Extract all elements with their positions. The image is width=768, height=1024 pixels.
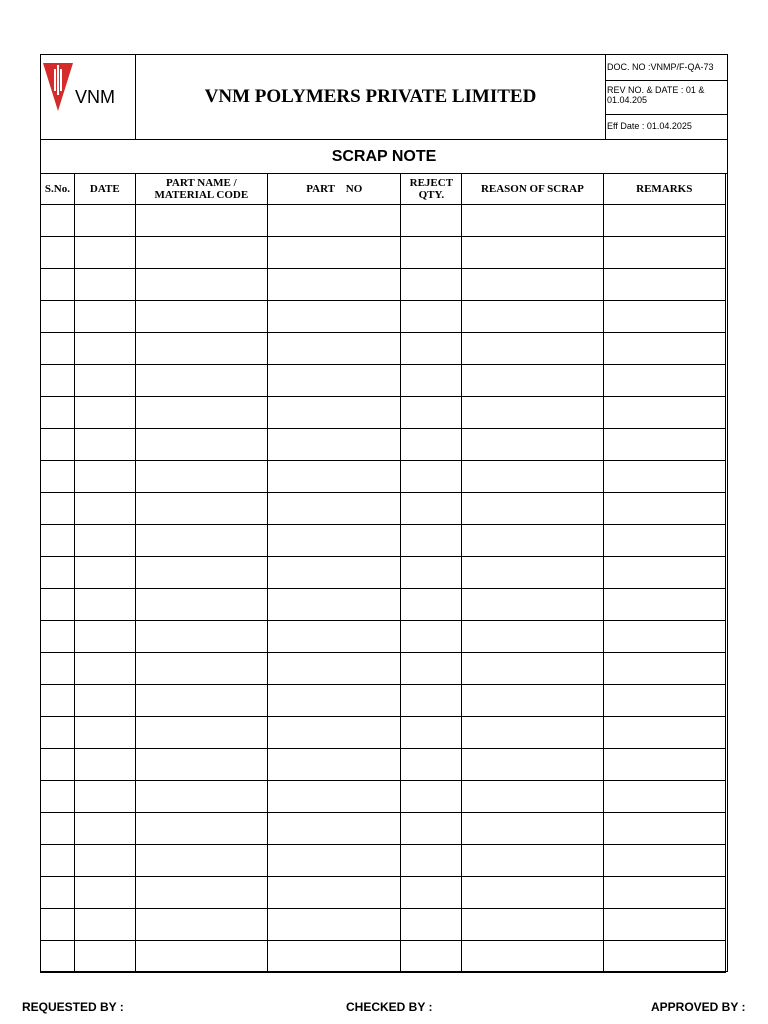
table-cell[interactable] (603, 333, 726, 365)
table-cell[interactable] (462, 205, 603, 237)
table-cell[interactable] (135, 429, 267, 461)
table-cell[interactable] (41, 685, 75, 717)
table-cell[interactable] (401, 813, 462, 845)
table-cell[interactable] (135, 813, 267, 845)
table-cell[interactable] (401, 781, 462, 813)
table-cell[interactable] (401, 877, 462, 909)
checked-by-label: CHECKED BY : (346, 1000, 433, 1014)
table-row (41, 237, 726, 269)
table-row (41, 301, 726, 333)
form-header (41, 55, 727, 140)
table-cell[interactable] (268, 493, 401, 525)
table-cell[interactable] (268, 813, 401, 845)
table-cell[interactable] (603, 365, 726, 397)
table-cell[interactable] (603, 237, 726, 269)
table-cell[interactable] (41, 813, 75, 845)
table-cell[interactable] (462, 333, 603, 365)
doc-number: DOC. NO :VNMP/F-QA-73 (606, 55, 728, 81)
table-cell[interactable] (135, 301, 267, 333)
table-cell[interactable] (401, 397, 462, 429)
table-row (41, 909, 726, 941)
table-row (41, 493, 726, 525)
table-cell[interactable] (462, 301, 603, 333)
table-cell[interactable] (603, 813, 726, 845)
table-cell[interactable] (135, 621, 267, 653)
table-cell[interactable] (74, 429, 135, 461)
table-cell[interactable] (268, 333, 401, 365)
table-row (41, 781, 726, 813)
table-cell[interactable] (603, 845, 726, 877)
table-cell[interactable] (462, 397, 603, 429)
table-cell[interactable] (462, 461, 603, 493)
table-cell[interactable] (41, 365, 75, 397)
table-cell[interactable] (135, 365, 267, 397)
table-cell[interactable] (41, 941, 75, 973)
table-cell[interactable] (462, 237, 603, 269)
table-cell[interactable] (268, 269, 401, 301)
table-cell[interactable] (603, 301, 726, 333)
table-cell[interactable] (41, 781, 75, 813)
table-cell[interactable] (401, 205, 462, 237)
table-row (41, 717, 726, 749)
table-cell[interactable] (268, 365, 401, 397)
table-cell[interactable] (401, 685, 462, 717)
vnm-logo-icon (43, 63, 73, 111)
table-cell[interactable] (268, 301, 401, 333)
table-cell[interactable] (74, 461, 135, 493)
table-cell[interactable] (41, 461, 75, 493)
table-cell[interactable] (268, 621, 401, 653)
table-cell[interactable] (401, 589, 462, 621)
table-cell[interactable] (135, 269, 267, 301)
revision-line-1: REV NO. & DATE : 01 & (607, 85, 705, 95)
table-row (41, 269, 726, 301)
table-cell[interactable] (41, 525, 75, 557)
table-cell[interactable] (462, 557, 603, 589)
table-cell[interactable] (74, 717, 135, 749)
table-cell[interactable] (401, 461, 462, 493)
table-cell[interactable] (603, 557, 726, 589)
table-cell[interactable] (74, 845, 135, 877)
table-cell[interactable] (41, 717, 75, 749)
table-cell[interactable] (74, 525, 135, 557)
table-cell[interactable] (41, 205, 75, 237)
table-row (41, 429, 726, 461)
table-cell[interactable] (401, 717, 462, 749)
table-cell[interactable] (135, 845, 267, 877)
table-cell[interactable] (603, 397, 726, 429)
table-cell[interactable] (74, 877, 135, 909)
table-cell[interactable] (41, 557, 75, 589)
table-cell[interactable] (41, 877, 75, 909)
table-cell[interactable] (135, 749, 267, 781)
table-cell[interactable] (401, 557, 462, 589)
col-header-date: DATE (74, 174, 135, 205)
scrap-table (40, 173, 726, 973)
col-header-sno: S.No. (41, 174, 75, 205)
table-cell[interactable] (603, 525, 726, 557)
table-cell[interactable] (462, 365, 603, 397)
table-row (41, 589, 726, 621)
table-cell[interactable] (135, 909, 267, 941)
table-cell[interactable] (268, 461, 401, 493)
table-cell[interactable] (462, 429, 603, 461)
table-cell[interactable] (603, 909, 726, 941)
table-cell[interactable] (268, 781, 401, 813)
table-cell[interactable] (74, 621, 135, 653)
table-cell[interactable] (135, 941, 267, 973)
table-cell[interactable] (74, 205, 135, 237)
table-cell[interactable] (74, 589, 135, 621)
table-cell[interactable] (41, 333, 75, 365)
table-cell[interactable] (268, 557, 401, 589)
table-row (41, 397, 726, 429)
table-cell[interactable] (603, 269, 726, 301)
table-cell[interactable] (603, 205, 726, 237)
table-cell[interactable] (41, 845, 75, 877)
table-cell[interactable] (401, 269, 462, 301)
table-cell[interactable] (135, 525, 267, 557)
table-cell[interactable] (401, 749, 462, 781)
table-cell[interactable] (462, 941, 603, 973)
table-cell[interactable] (268, 845, 401, 877)
table-cell[interactable] (268, 717, 401, 749)
table-cell[interactable] (603, 461, 726, 493)
table-row (41, 813, 726, 845)
table-cell[interactable] (401, 653, 462, 685)
table-row (41, 365, 726, 397)
table-cell[interactable] (268, 749, 401, 781)
table-cell[interactable] (603, 941, 726, 973)
table-cell[interactable] (401, 301, 462, 333)
col-header-part-name: PART NAME / MATERIAL CODE (135, 174, 267, 205)
table-cell[interactable] (268, 685, 401, 717)
table-cell[interactable] (41, 493, 75, 525)
table-cell[interactable] (135, 205, 267, 237)
table-cell[interactable] (401, 845, 462, 877)
table-cell[interactable] (462, 781, 603, 813)
logo-cell (41, 55, 136, 139)
table-cell[interactable] (462, 493, 603, 525)
table-cell[interactable] (462, 621, 603, 653)
table-cell[interactable] (603, 717, 726, 749)
table-cell[interactable] (401, 621, 462, 653)
table-cell[interactable] (41, 397, 75, 429)
table-cell[interactable] (603, 429, 726, 461)
table-cell[interactable] (462, 845, 603, 877)
logo-text: VNM (75, 87, 115, 107)
table-cell[interactable] (41, 269, 75, 301)
table-cell[interactable] (74, 749, 135, 781)
table-cell[interactable] (462, 525, 603, 557)
table-cell[interactable] (135, 685, 267, 717)
revision-line-2: 01.04.205 (607, 95, 648, 105)
table-cell[interactable] (135, 877, 267, 909)
table-cell[interactable] (74, 333, 135, 365)
table-cell[interactable] (401, 909, 462, 941)
table-cell[interactable] (135, 653, 267, 685)
table-cell[interactable] (74, 365, 135, 397)
col-header-reason: REASON OF SCRAP (462, 174, 603, 205)
table-cell[interactable] (135, 333, 267, 365)
table-cell[interactable] (268, 909, 401, 941)
table-cell[interactable] (603, 589, 726, 621)
table-cell[interactable] (74, 397, 135, 429)
table-row (41, 749, 726, 781)
revision-info (606, 82, 728, 115)
table-cell[interactable] (74, 269, 135, 301)
table-cell[interactable] (135, 493, 267, 525)
col-header-reject-qty: REJECT QTY. (401, 174, 462, 205)
table-cell[interactable] (41, 749, 75, 781)
table-cell[interactable] (41, 589, 75, 621)
table-cell[interactable] (401, 237, 462, 269)
table-row (41, 525, 726, 557)
table-header-row (41, 174, 726, 205)
table-row (41, 941, 726, 973)
table-cell[interactable] (268, 589, 401, 621)
table-cell[interactable] (41, 237, 75, 269)
table-row (41, 685, 726, 717)
table-cell[interactable] (268, 429, 401, 461)
table-cell[interactable] (135, 237, 267, 269)
table-cell[interactable] (603, 685, 726, 717)
table-cell[interactable] (74, 813, 135, 845)
table-cell[interactable] (135, 461, 267, 493)
table-cell[interactable] (462, 589, 603, 621)
table-cell[interactable] (74, 237, 135, 269)
table-cell[interactable] (401, 941, 462, 973)
table-cell[interactable] (268, 941, 401, 973)
table-cell[interactable] (603, 621, 726, 653)
table-cell[interactable] (41, 301, 75, 333)
document-info (605, 55, 728, 139)
table-cell[interactable] (268, 653, 401, 685)
table-cell[interactable] (74, 781, 135, 813)
table-cell[interactable] (603, 493, 726, 525)
table-cell[interactable] (462, 653, 603, 685)
col-header-remarks: REMARKS (603, 174, 726, 205)
table-row (41, 653, 726, 685)
table-row (41, 557, 726, 589)
table-cell[interactable] (135, 589, 267, 621)
table-cell[interactable] (41, 621, 75, 653)
table-cell[interactable] (462, 685, 603, 717)
table-cell[interactable] (462, 813, 603, 845)
table-row (41, 877, 726, 909)
table-cell[interactable] (603, 877, 726, 909)
table-cell[interactable] (268, 877, 401, 909)
table-cell[interactable] (135, 717, 267, 749)
requested-by-label: REQUESTED BY : (22, 1000, 124, 1014)
table-cell[interactable] (268, 237, 401, 269)
table-cell[interactable] (603, 653, 726, 685)
table-row (41, 205, 726, 237)
table-cell[interactable] (74, 557, 135, 589)
table-cell[interactable] (41, 909, 75, 941)
table-cell[interactable] (135, 781, 267, 813)
effective-date: Eff Date : 01.04.2025 (607, 121, 692, 131)
form-title: SCRAP NOTE (41, 140, 727, 174)
approved-by-label: APPROVED BY : (651, 1000, 746, 1014)
table-cell[interactable] (41, 653, 75, 685)
table-cell[interactable] (268, 397, 401, 429)
table-cell[interactable] (74, 301, 135, 333)
table-row (41, 845, 726, 877)
table-cell[interactable] (401, 493, 462, 525)
table-cell[interactable] (603, 749, 726, 781)
table-cell[interactable] (74, 941, 135, 973)
table-cell[interactable] (401, 365, 462, 397)
table-cell[interactable] (135, 557, 267, 589)
table-cell[interactable] (135, 397, 267, 429)
table-cell[interactable] (268, 525, 401, 557)
table-row (41, 333, 726, 365)
table-cell[interactable] (74, 909, 135, 941)
table-cell[interactable] (401, 429, 462, 461)
table-cell[interactable] (462, 909, 603, 941)
table-cell[interactable] (401, 333, 462, 365)
company-name: VNM POLYMERS PRIVATE LIMITED (204, 86, 537, 107)
table-cell[interactable] (603, 781, 726, 813)
table-cell[interactable] (41, 429, 75, 461)
table-cell[interactable] (462, 717, 603, 749)
col-header-part-no: PART NO (268, 174, 401, 205)
table-row (41, 621, 726, 653)
table-cell[interactable] (401, 525, 462, 557)
table-cell[interactable] (462, 269, 603, 301)
table-cell[interactable] (462, 877, 603, 909)
table-cell[interactable] (74, 493, 135, 525)
table-cell[interactable] (74, 653, 135, 685)
scrap-note-form (40, 54, 728, 972)
table-cell[interactable] (74, 685, 135, 717)
table-cell[interactable] (462, 749, 603, 781)
table-row (41, 461, 726, 493)
table-cell[interactable] (268, 205, 401, 237)
